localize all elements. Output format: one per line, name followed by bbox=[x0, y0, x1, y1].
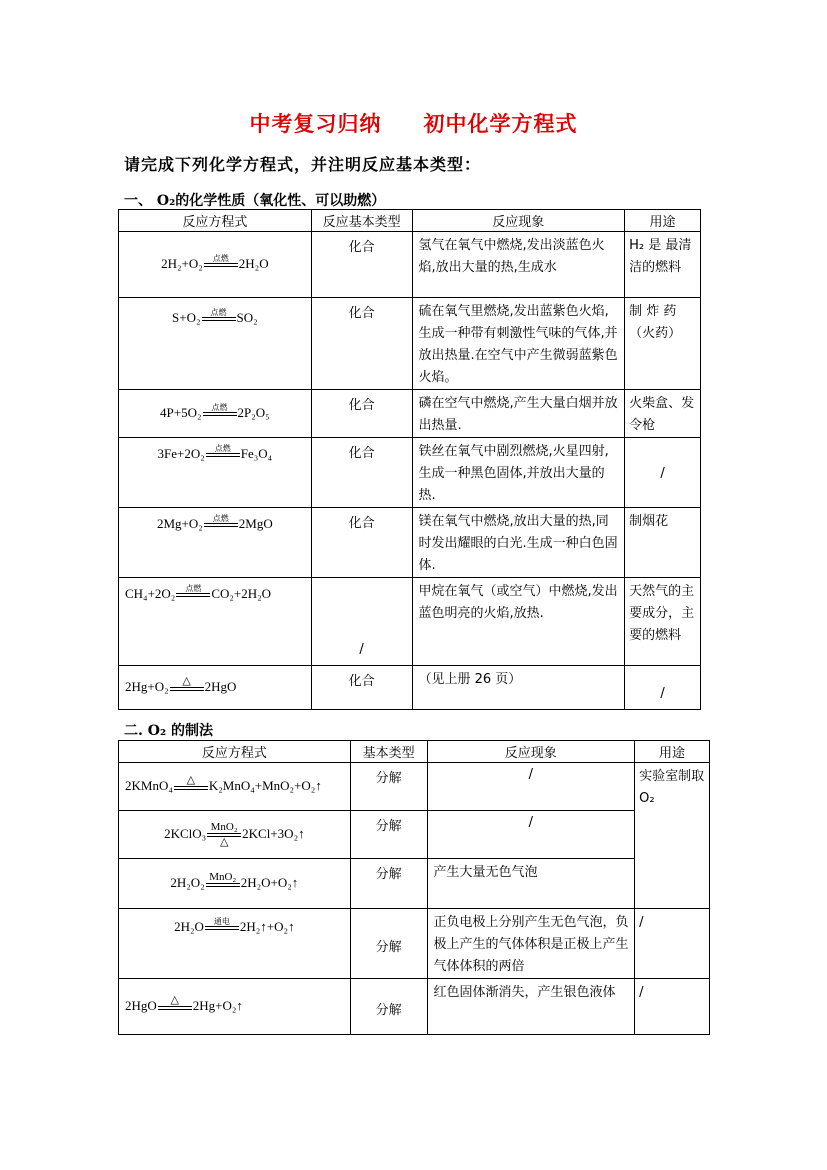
equation: 2H₂+O₂ 点燃 2H₂O bbox=[119, 232, 312, 298]
equation: CH₄+2O₂ 点燃 CO₂+2H₂O bbox=[119, 578, 312, 666]
condition: 点燃 bbox=[211, 402, 228, 412]
header-use: 用途 bbox=[635, 741, 710, 763]
equation: 3Fe+2O₂ 点燃 Fe₃O₄ bbox=[119, 438, 312, 508]
reaction-type: 分解 bbox=[350, 811, 427, 859]
condition-2: △ bbox=[219, 835, 229, 848]
equation: 2H₂O₂ MnO₂ 2H₂O+O₂↑ bbox=[119, 859, 351, 909]
reaction-type: 分解 bbox=[350, 979, 427, 1035]
use: 实验室制取 O₂ bbox=[635, 763, 710, 909]
table-row bbox=[119, 438, 701, 508]
table-row bbox=[119, 232, 701, 298]
page-title bbox=[0, 108, 827, 138]
table-header-row bbox=[119, 210, 701, 232]
table-row bbox=[119, 811, 710, 859]
reaction-type: 分解 bbox=[350, 763, 427, 811]
use: / bbox=[635, 909, 710, 979]
condition: 点燃 bbox=[212, 253, 229, 263]
use: / bbox=[625, 438, 701, 508]
table-row bbox=[119, 390, 701, 438]
table-row bbox=[119, 909, 710, 979]
observation: / bbox=[427, 811, 635, 859]
observation: 磷在空气中燃烧,产生大量白烟并放出热量. bbox=[412, 390, 625, 438]
observation: / bbox=[427, 763, 635, 811]
reaction-type: 化合 bbox=[311, 232, 412, 298]
use: 火柴盒、发令枪 bbox=[625, 390, 701, 438]
observation: 铁丝在氧气中剧烈燃烧,火星四射,生成一种黑色固体,并放出大量的热. bbox=[412, 438, 625, 508]
use: 天然气的主要成分，主要的燃料 bbox=[625, 578, 701, 666]
condition: 通电 bbox=[213, 917, 230, 926]
table-row bbox=[119, 298, 701, 390]
observation: 甲烷在氧气（或空气）中燃烧,发出蓝色明亮的火焰,放热. bbox=[412, 578, 625, 666]
header-type: 基本类型 bbox=[350, 741, 427, 763]
condition: △ bbox=[170, 993, 180, 1006]
table-row bbox=[119, 578, 701, 666]
equation: 4P+5O₂ 点燃 2P₂O₅ bbox=[119, 390, 312, 438]
section1-table bbox=[118, 209, 701, 710]
condition: △ bbox=[186, 773, 196, 786]
title-left: 中考复习归纳 bbox=[249, 111, 382, 136]
condition: 点燃 bbox=[214, 444, 231, 453]
header-equation: 反应方程式 bbox=[119, 741, 351, 763]
reaction-type: 分解 bbox=[350, 909, 427, 979]
use: / bbox=[625, 666, 701, 710]
condition: MnO₂ bbox=[209, 870, 237, 883]
equation: 2KMnO₄ △ K₂MnO₄+MnO₂+O₂↑ bbox=[119, 763, 351, 811]
reaction-type: 化合 bbox=[311, 508, 412, 578]
header-observation: 反应现象 bbox=[412, 210, 625, 232]
equation: 2KClO₃ MnO₂ △ 2KCl+3O₂↑ bbox=[119, 811, 351, 859]
table-row bbox=[119, 508, 701, 578]
table-header-row bbox=[119, 741, 710, 763]
table-row bbox=[119, 859, 710, 909]
header-equation: 反应方程式 bbox=[119, 210, 312, 232]
section2-table bbox=[118, 740, 710, 1035]
equation: 2H₂O 通电 2H₂↑+O₂↑ bbox=[119, 909, 351, 979]
reaction-type: 化合 bbox=[311, 298, 412, 390]
table-row bbox=[119, 666, 701, 710]
observation: （见上册 26 页） bbox=[412, 666, 625, 710]
observation: 正负电极上分别产生无色气泡，负极上产生的气体体积是正极上产生气体体积的两倍 bbox=[427, 909, 635, 979]
observation: 硫在氧气里燃烧,发出蓝紫色火焰,生成一种带有刺激性气味的气体,并放出热量.在空气中产生微弱蓝紫色火焰。 bbox=[412, 298, 625, 390]
header-use: 用途 bbox=[625, 210, 701, 232]
use: / bbox=[635, 979, 710, 1035]
equation: S+O₂ 点燃 SO₂ bbox=[119, 298, 312, 390]
equation: 2Hg+O₂ △ 2HgO bbox=[119, 666, 312, 710]
use: 制 炸 药（火药） bbox=[625, 298, 701, 390]
observation: 红色固体渐消失，产生银色液体 bbox=[427, 979, 635, 1035]
condition: MnO₂ bbox=[210, 820, 238, 833]
condition: 点燃 bbox=[185, 584, 202, 593]
header-observation: 反应现象 bbox=[427, 741, 635, 763]
condition: 点燃 bbox=[212, 514, 229, 523]
observation: 氢气在氧气中燃烧,发出淡蓝色火焰,放出大量的热,生成水 bbox=[412, 232, 625, 298]
instruction: 请完成下列化学方程式，并注明反应基本类型： bbox=[124, 155, 482, 174]
header-type: 反应基本类型 bbox=[311, 210, 412, 232]
equation: 2HgO △ 2Hg+O₂↑ bbox=[119, 979, 351, 1035]
reaction-type: / bbox=[311, 578, 412, 666]
table-row bbox=[119, 763, 710, 811]
use: 制烟花 bbox=[625, 508, 701, 578]
section2-heading: 二. O₂ 的制法 bbox=[124, 723, 213, 739]
observation: 镁在氧气中燃烧,放出大量的热,同时发出耀眼的白光.生成一种白色固体. bbox=[412, 508, 625, 578]
reaction-type: 化合 bbox=[311, 390, 412, 438]
use: H₂ 是 最清洁的燃料 bbox=[625, 232, 701, 298]
title-right: 初中化学方程式 bbox=[423, 111, 578, 136]
observation: 产生大量无色气泡 bbox=[427, 859, 635, 909]
equation: 2Mg+O₂ 点燃 2MgO bbox=[119, 508, 312, 578]
reaction-type: 化合 bbox=[311, 438, 412, 508]
reaction-type: 化合 bbox=[311, 666, 412, 710]
condition: △ bbox=[182, 674, 191, 687]
condition: 点燃 bbox=[210, 308, 227, 317]
table-row bbox=[119, 979, 710, 1035]
section1-heading: 一、 O₂的化学性质（氧化性、可以助燃） bbox=[124, 193, 386, 209]
reaction-type: 分解 bbox=[350, 859, 427, 909]
